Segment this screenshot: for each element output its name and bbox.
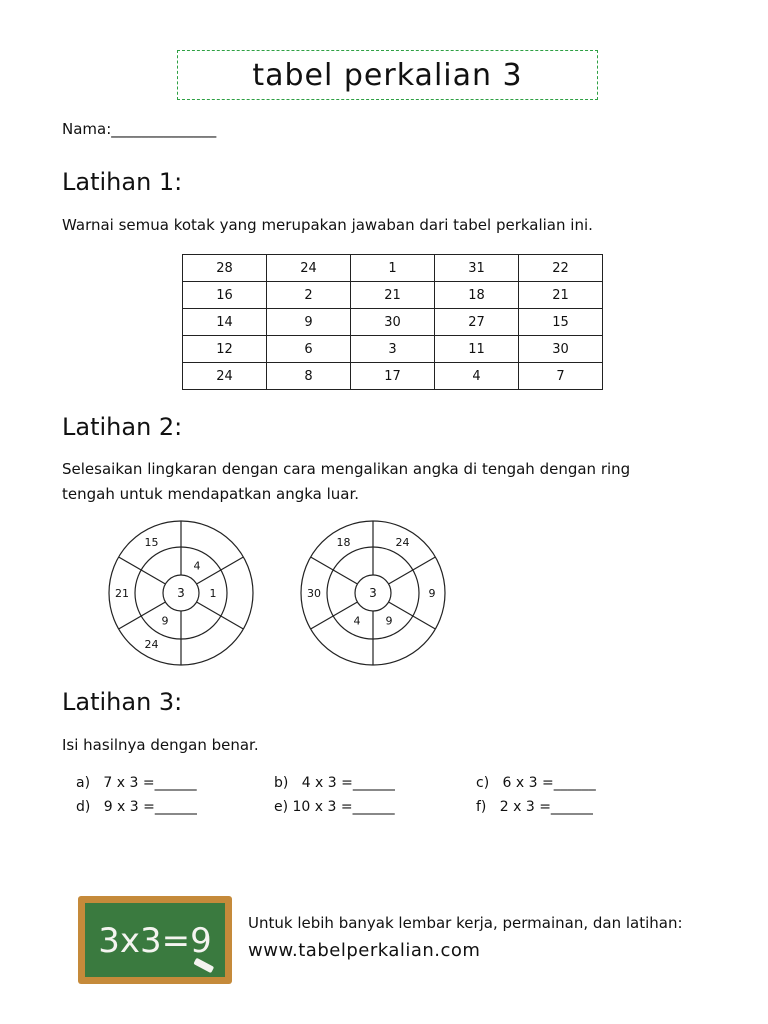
- problem-b[interactable]: b) 4 x 3 =______: [274, 775, 395, 791]
- grid-row: [183, 336, 603, 363]
- grid-cell[interactable]: 24: [267, 255, 351, 282]
- wheel-outer-number[interactable]: 18: [336, 535, 351, 549]
- wheel-spoke: [389, 602, 436, 629]
- wheel-spoke: [389, 557, 436, 584]
- number-grid: [182, 254, 603, 390]
- latihan2-instruction-line1: Selesaikan lingkaran dengan cara mengalikan angka di tengah dengan ring: [62, 460, 631, 478]
- wheel-inner-number[interactable]: 4: [353, 614, 361, 628]
- grid-cell[interactable]: 22: [519, 255, 603, 282]
- latihan3-instruction: Isi hasilnya dengan benar.: [62, 736, 259, 754]
- problem-list: [76, 775, 676, 823]
- wheel-outer-number[interactable]: 24: [144, 638, 159, 652]
- wheel-spoke: [311, 602, 358, 629]
- grid-cell[interactable]: 2: [267, 282, 351, 309]
- wheel-inner-number[interactable]: 9: [161, 614, 169, 628]
- grid-cell[interactable]: 4: [435, 363, 519, 390]
- wheel-outer-number[interactable]: 24: [395, 535, 410, 549]
- problem-a[interactable]: a) 7 x 3 =______: [76, 775, 197, 791]
- grid-cell[interactable]: 6: [267, 336, 351, 363]
- wheel-spoke: [197, 602, 244, 629]
- wheel-spoke: [119, 557, 166, 584]
- grid-cell[interactable]: 21: [351, 282, 435, 309]
- footer-link[interactable]: www.tabelperkalian.com: [248, 940, 481, 961]
- latihan1-instruction: Warnai semua kotak yang merupakan jawaban dari tabel perkalian ini.: [62, 216, 593, 234]
- multiplication-wheel-1: [106, 518, 256, 668]
- grid-cell[interactable]: 7: [519, 363, 603, 390]
- grid-cell[interactable]: 24: [183, 363, 267, 390]
- latihan3-heading: Latihan 3:: [62, 688, 183, 716]
- wheel-inner-number[interactable]: 9: [385, 614, 393, 628]
- title-box: [177, 50, 598, 100]
- wheel-outer-number[interactable]: 30: [307, 587, 321, 600]
- grid-row: [183, 255, 603, 282]
- grid-cell[interactable]: 12: [183, 336, 267, 363]
- grid-cell[interactable]: 30: [519, 336, 603, 363]
- wheel-center-number: 3: [177, 586, 185, 600]
- wheel-spoke: [197, 557, 244, 584]
- latihan1-heading: Latihan 1:: [62, 168, 183, 196]
- grid-cell[interactable]: 18: [435, 282, 519, 309]
- problem-f[interactable]: f) 2 x 3 =______: [476, 799, 593, 815]
- wheel-inner-number[interactable]: 4: [193, 559, 201, 573]
- grid-row: [183, 363, 603, 390]
- wheel-inner-number[interactable]: 1: [209, 587, 217, 600]
- problem-d[interactable]: d) 9 x 3 =______: [76, 799, 197, 815]
- latihan2-instruction: [62, 457, 742, 507]
- grid-cell[interactable]: 30: [351, 309, 435, 336]
- grid-cell[interactable]: 31: [435, 255, 519, 282]
- latihan2-heading: Latihan 2:: [62, 413, 183, 441]
- grid-cell[interactable]: 1: [351, 255, 435, 282]
- wheel-outer-number[interactable]: 15: [144, 535, 159, 549]
- grid-cell[interactable]: 9: [267, 309, 351, 336]
- wheel-spoke: [119, 602, 166, 629]
- grid-cell[interactable]: 8: [267, 363, 351, 390]
- footer-text: Untuk lebih banyak lembar kerja, permainan, dan latihan:: [248, 914, 683, 932]
- grid-cell[interactable]: 14: [183, 309, 267, 336]
- grid-row: [183, 282, 603, 309]
- chalkboard-logo: [76, 894, 234, 986]
- problem-e[interactable]: e) 10 x 3 =______: [274, 799, 395, 815]
- grid-cell[interactable]: 11: [435, 336, 519, 363]
- problem-row: [76, 799, 676, 823]
- page-title: tabel perkalian 3: [252, 57, 523, 93]
- grid-cell[interactable]: 21: [519, 282, 603, 309]
- chalkboard-text: 3x3=9: [98, 921, 212, 961]
- latihan2-instruction-line2: tengah untuk mendapatkan angka luar.: [62, 485, 360, 503]
- grid-cell[interactable]: 15: [519, 309, 603, 336]
- grid-cell[interactable]: 28: [183, 255, 267, 282]
- wheel-outer-number[interactable]: 21: [115, 587, 129, 600]
- problem-row: [76, 775, 676, 799]
- multiplication-wheel-2: [298, 518, 448, 668]
- wheel-outer-number[interactable]: 9: [428, 587, 436, 600]
- problem-c[interactable]: c) 6 x 3 =______: [476, 775, 596, 791]
- name-field[interactable]: Nama:______________: [62, 120, 217, 138]
- grid-row: [183, 309, 603, 336]
- grid-cell[interactable]: 27: [435, 309, 519, 336]
- grid-cell[interactable]: 3: [351, 336, 435, 363]
- grid-cell[interactable]: 17: [351, 363, 435, 390]
- grid-cell[interactable]: 16: [183, 282, 267, 309]
- wheel-spoke: [311, 557, 358, 584]
- wheel-center-number: 3: [369, 586, 377, 600]
